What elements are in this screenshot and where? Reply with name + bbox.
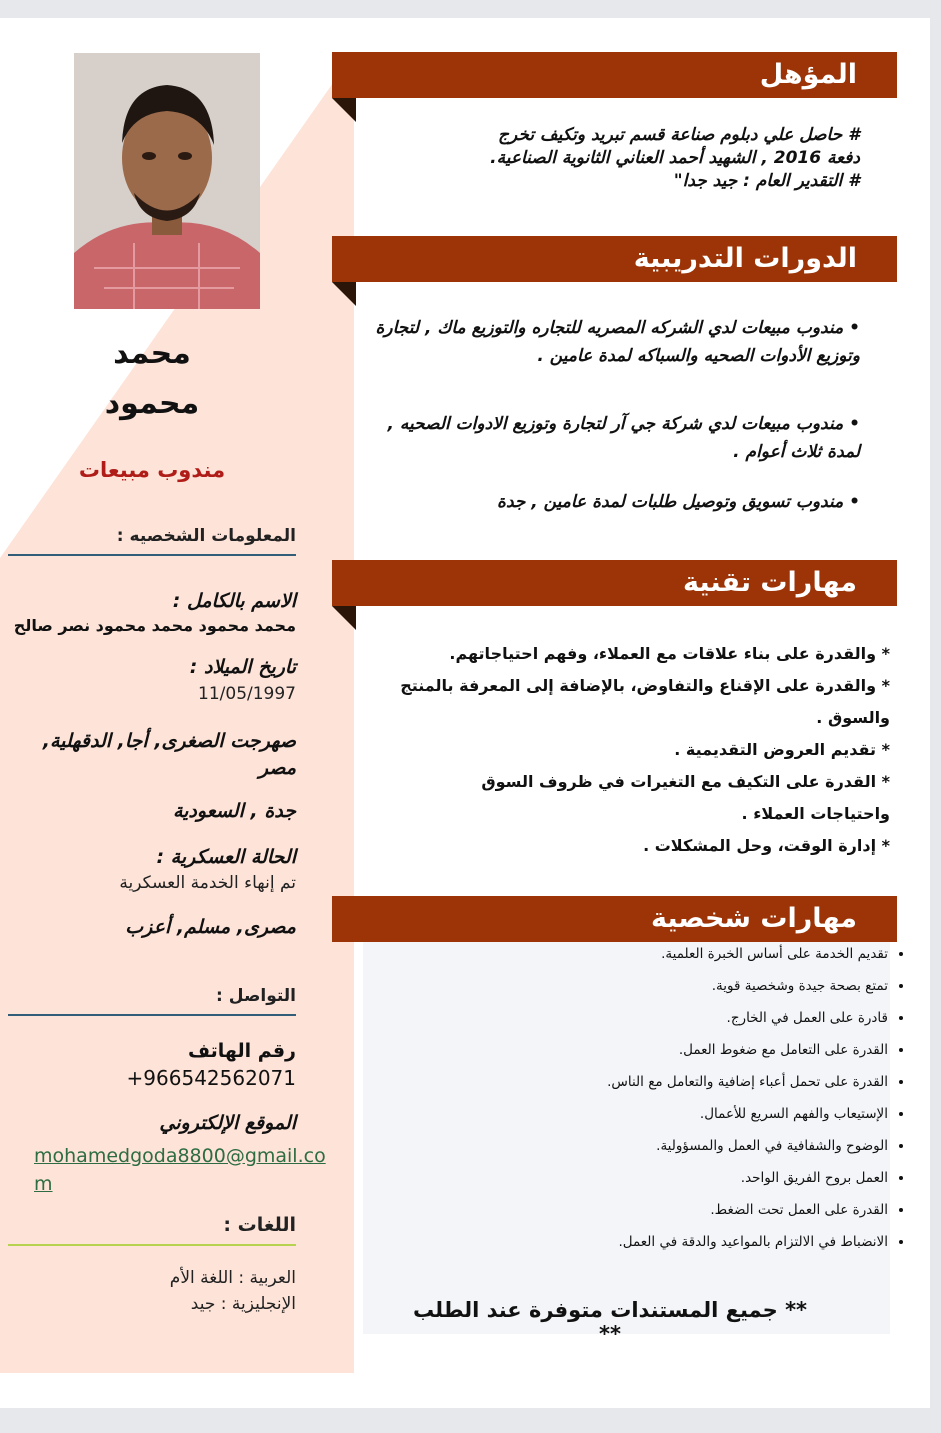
qualification-text: [368, 124, 860, 193]
language-item: الإنجليزية : جيد: [190, 1294, 296, 1314]
tech-skill-item: * والقدرة على الإقناع والتفاوض، بالإضافة إلى المعرفة بالمنتج والسوق .: [400, 676, 890, 727]
soft-skill-item: • القدرة على العمل تحت الضغط.: [520, 1194, 888, 1226]
qualification-line: # التقدير العام : جيد جدا": [673, 171, 860, 191]
personal-status-value: مصرى, مسلم, أعزب: [125, 916, 296, 938]
divider: [8, 1244, 296, 1246]
banner-fold: [332, 98, 356, 122]
soft-skill-item: • تقديم الخدمة على أساس الخبرة العلمية.: [520, 938, 888, 970]
tech-skill-item: * والقدرة على بناء علاقات مع العملاء، وفهم احتياجاتهم.: [449, 644, 890, 663]
divider: [8, 1014, 296, 1016]
course-item: • مندوب مبيعات لدي الشركه المصريه للتجاره والتوزيع ماك , لتجارة وتوزيع الأدوات الصحيه والسباكه لمدة عامين .: [375, 318, 860, 366]
military-status-value: تم إنهاء الخدمة العسكرية: [119, 873, 296, 893]
personal-info-heading: المعلومات الشخصيه :: [116, 526, 296, 546]
email-link[interactable]: mohamedgoda8800@gmail.com: [34, 1145, 326, 1195]
city-value: جدة , السعودية: [172, 800, 296, 822]
soft-skill-item: • القدرة على تحمل أعباء إضافية والتعامل مع الناس.: [520, 1066, 888, 1098]
name-last: محمود: [104, 386, 200, 421]
languages-heading: اللغات :: [223, 1214, 296, 1236]
section-banner-soft-skills: مهارات شخصية: [332, 896, 897, 942]
course-item-text: مندوب تسويق وتوصيل طلبات لمدة عامين , جدة: [497, 492, 844, 512]
profile-photo: [74, 53, 260, 309]
divider: [8, 554, 296, 556]
website-label: الموقع الإلكتروني: [159, 1112, 296, 1134]
tech-skill-item: * إدارة الوقت، وحل المشكلات .: [643, 836, 890, 855]
course-item: • مندوب تسويق وتوصيل طلبات لمدة عامين , جدة: [497, 492, 860, 512]
military-status-label: الحالة العسكرية :: [156, 846, 296, 868]
address-value: صهرجت الصغرى, أجا, الدقهلية, مصر: [42, 730, 296, 779]
tech-skill-item: * تقديم العروض التقديمية .: [674, 740, 890, 759]
tech-skills-list: [400, 638, 890, 862]
name-first: محمد: [113, 336, 191, 371]
qualification-line: # حاصل علي دبلوم صناعة قسم تبريد وتكيف تخرج: [498, 125, 860, 145]
course-item: • مندوب مبيعات لدي شركة جي آر لتجارة وتوزيع الادوات الصحيه , لمدة ثلاث أعوام .: [387, 414, 860, 462]
contact-heading: التواصل :: [216, 986, 296, 1006]
language-item: العربية : اللغة الأم: [169, 1268, 296, 1288]
soft-skill-item: • تمتع بصحة جيدة وشخصية قوية.: [520, 970, 888, 1002]
course-item-text: مندوب مبيعات لدي شركة جي آر لتجارة وتوزيع الادوات الصحيه , لمدة ثلاث أعوام .: [387, 414, 860, 462]
soft-skill-item: • الوضوح والشفافية في العمل والمسؤولية.: [520, 1130, 888, 1162]
phone-value: +966542562071: [126, 1066, 296, 1090]
full-name-label: الاسم بالكامل :: [172, 590, 296, 612]
banner-fold: [332, 606, 356, 630]
soft-skills-list: [520, 938, 906, 1258]
phone-label: رقم الهاتف: [188, 1040, 296, 1062]
section-banner-courses: الدورات التدريبية: [332, 236, 897, 282]
tech-skill-item: * القدرة على التكيف مع التغيرات في ظروف السوق واحتياجات العملاء .: [481, 772, 890, 823]
qualification-line: دفعة 2016 , الشهيد أحمد العناني الثانوية الصناعية.: [490, 148, 860, 168]
birth-date-value: 11/05/1997: [198, 684, 296, 704]
full-name-value: محمد محمود محمد محمود نصر صالح: [13, 616, 296, 635]
documents-footnote: ** جميع المستندات متوفرة عند الطلب **: [412, 1298, 808, 1346]
birth-date-label: تاريخ الميلاد :: [189, 656, 296, 678]
job-title: مندوب مبيعات: [78, 458, 226, 482]
soft-skill-item: • القدرة على التعامل مع ضغوط العمل.: [520, 1034, 888, 1066]
soft-skill-item: • العمل بروح الفريق الواحد.: [520, 1162, 888, 1194]
section-banner-tech-skills: مهارات تقنية: [332, 560, 897, 606]
soft-skill-item: • قادرة على العمل في الخارج.: [520, 1002, 888, 1034]
soft-skill-item: • الانضباط في الالتزام بالمواعيد والدقة في العمل.: [520, 1226, 888, 1258]
course-item-text: مندوب مبيعات لدي الشركه المصريه للتجاره والتوزيع ماك , لتجارة وتوزيع الأدوات الصحيه والسباكه لمدة عامين .: [375, 318, 860, 366]
banner-fold: [332, 282, 356, 306]
resume-page: [0, 18, 930, 1408]
soft-skill-item: • الإستيعاب والفهم السريع للأعمال.: [520, 1098, 888, 1130]
section-banner-qualification: المؤهل: [332, 52, 897, 98]
